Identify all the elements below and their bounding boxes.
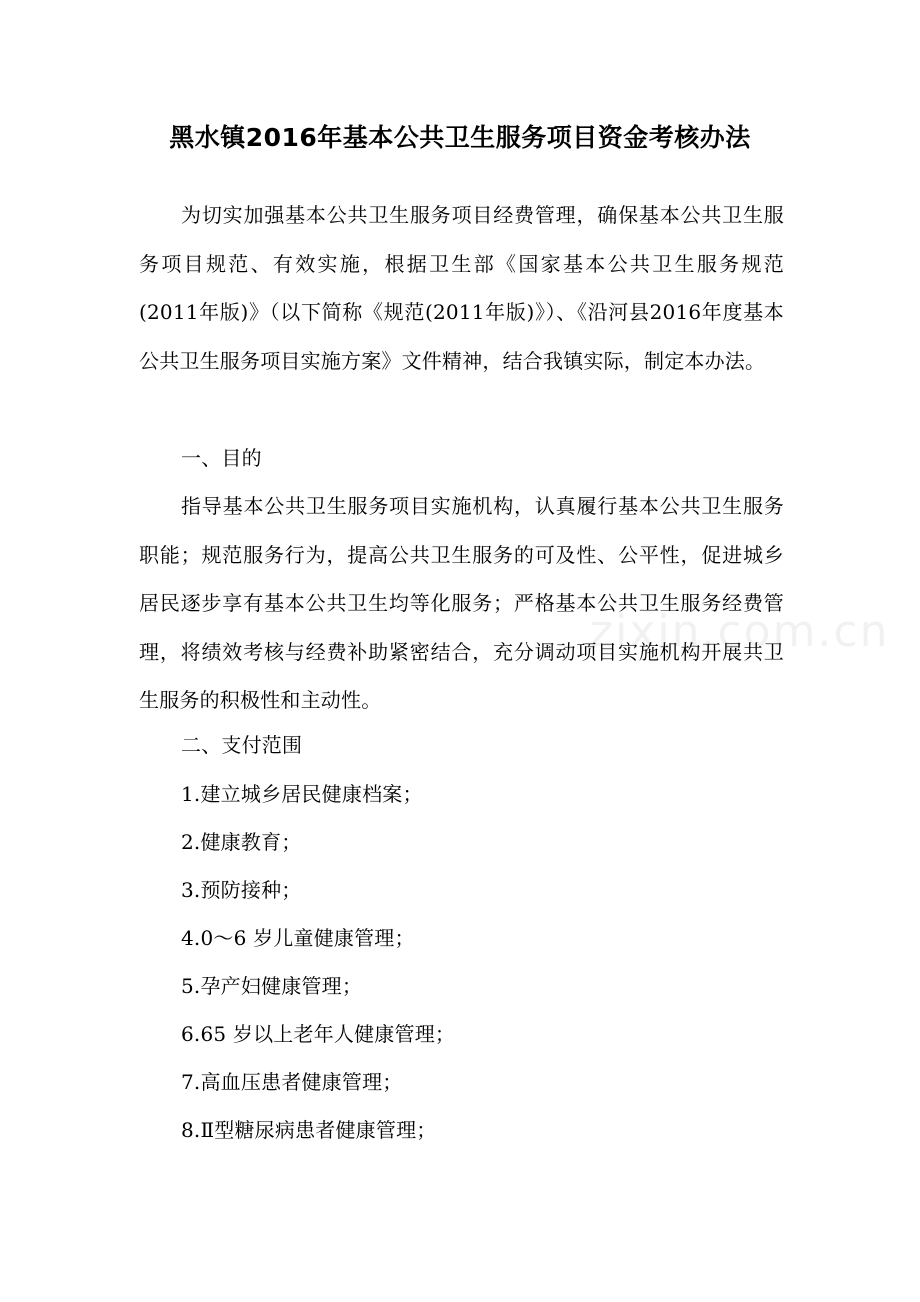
list-item: 1.建立城乡居民健康档案； [181,782,423,806]
intro-paragraph: 为切实加强基本公共卫生服务项目经费管理，确保基本公共卫生服务项目规范、有效实施，根据卫生部《国家基本公共卫生服务规范(2011年版)》（以下简称《规范(2011年版)》）、《沿河县2016年度基本公共卫生服务项目实施方案》文件精神，结合我镇实际，制定本办法。 [139,203,784,373]
list-item: 3.预防接种； [181,878,302,902]
list-item: 7.高血压患者健康管理； [181,1070,403,1094]
document-title: 黑水镇2016年基本公共卫生服务项目资金考核办法 [169,123,751,152]
purpose-paragraph: 指导基本公共卫生服务项目实施机构，认真履行基本公共卫生服务职能；规范服务行为，提高公共卫生服务的可及性、公平性，促进城乡居民逐步享有基本公共卫生均等化服务；严格基本公共卫生服务经费管理，将绩效考核与经费补助紧密结合，充分调动项目实施机构开展共卫生服务的积极性和主动性。 [139,494,784,712]
list-item: 2.健康教育； [181,830,302,854]
list-item: 6.65 岁以上老年人健康管理； [181,1022,456,1046]
list-item: 4.0～6 岁儿童健康管理； [181,926,415,950]
section-heading-payment-scope: 二、支付范围 [181,733,303,757]
list-item: 5.孕产妇健康管理； [181,974,363,998]
section-heading-purpose: 一、目的 [181,446,262,470]
list-item: 8.Ⅱ型糖尿病患者健康管理； [181,1118,437,1142]
watermark: zixin.com.cn [590,606,890,657]
